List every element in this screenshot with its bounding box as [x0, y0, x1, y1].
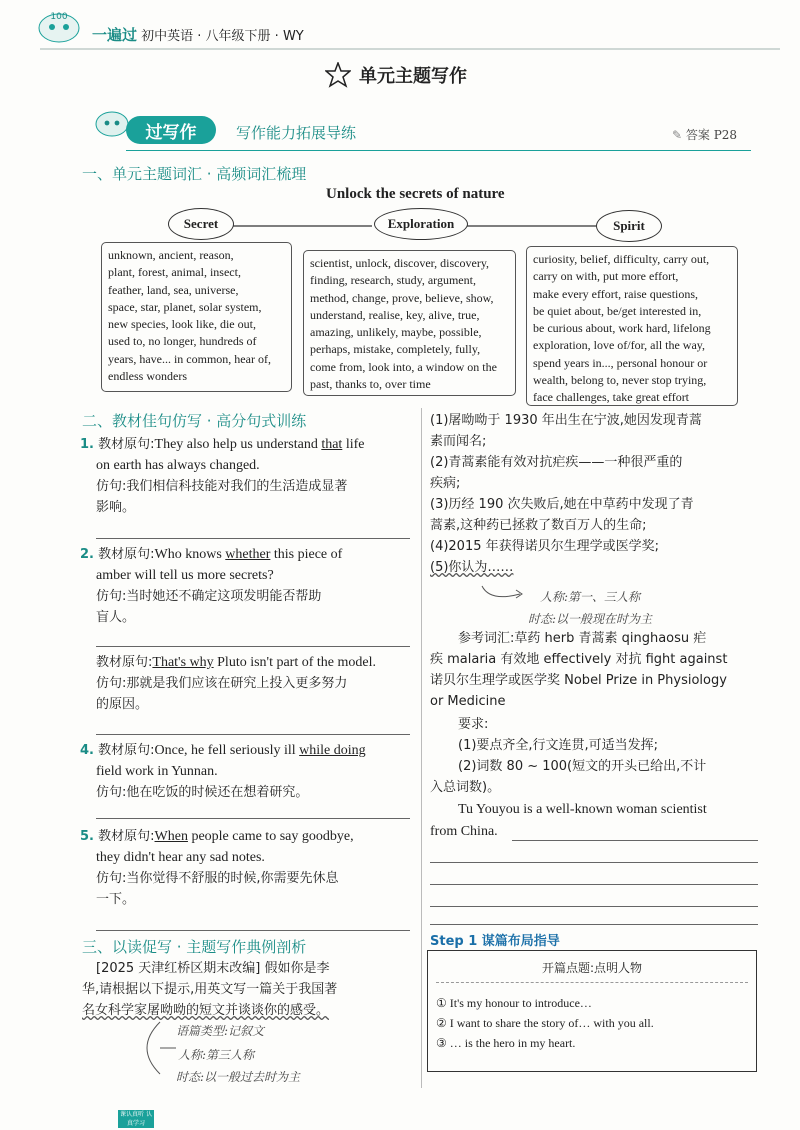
- requirement-line: (1)要点齐全,行文连贯,可适当发挥;: [458, 738, 659, 753]
- orig-prefix: 教材原句:: [98, 547, 155, 562]
- branch-exploration: Exploration: [374, 208, 468, 240]
- step-sentences: [428, 983, 756, 1053]
- orig-text: this piece of: [270, 547, 343, 562]
- step-sentence: ② I want to share the story of… with you all.: [436, 1016, 654, 1030]
- book-info: 初中英语 · 八年级下册 · WY: [141, 29, 304, 44]
- requirements: [430, 714, 760, 798]
- answer-line[interactable]: [96, 930, 410, 931]
- writing-line[interactable]: [430, 906, 758, 907]
- pen-icon: ✎: [672, 128, 683, 142]
- requirement-line: (2)词数 80 ~ 100(短文的开头已给出,不计: [458, 759, 707, 774]
- sentence-item: [96, 652, 416, 715]
- ref-line: 参考词汇:草药 herb 青蒿素 qinghaosu 疟: [458, 631, 707, 646]
- imitation-prompt: 一下。: [96, 892, 136, 907]
- essay-start-line1: Tu Youyou is a well-known woman scientist: [458, 802, 707, 817]
- writing-prompt: [82, 958, 416, 1021]
- column-divider: [421, 408, 422, 1088]
- orig-text: Who knows: [154, 547, 226, 562]
- note-genre: 语篇类型:记叙文: [176, 1024, 265, 1038]
- word-line: carry on with, put more effort,: [533, 269, 679, 284]
- point-line: (3)历经 190 次失败后,她在中草药中发现了青: [430, 497, 694, 512]
- secret-word-box: [101, 242, 292, 392]
- point-line: (1)屠呦呦于 1930 年出生在宁波,她因发现青蒿: [430, 413, 702, 428]
- imitation-prompt: 仿句:他在吃饭的时候还在想着研究。: [96, 785, 309, 800]
- point-line: 蒿素,这种药已拯救了数百万人的生命;: [430, 518, 647, 533]
- imitation-prompt: 仿句:当你觉得不舒服的时候,你需要先休息: [96, 871, 339, 886]
- item-number: 2.: [80, 547, 94, 562]
- word-line: perhaps, mistake, completely, fully,: [310, 342, 481, 357]
- word-line: be curious about, work hard, lifelong: [533, 321, 711, 336]
- prompt-line: 名女科学家屠呦呦的短文并谈谈你的感受。: [82, 1003, 330, 1018]
- orig-text: Once, he fell seriously ill: [154, 743, 300, 758]
- word-line: understand, realise, key, alive, true,: [310, 307, 480, 322]
- point-line: 素而闻名;: [430, 434, 487, 449]
- sentence-item: [80, 826, 414, 910]
- note-tense-right: 时态:以一般现在时为主: [528, 612, 653, 626]
- footer-badge: 课认真听 认真学习: [118, 1110, 154, 1128]
- step-guide-box: [427, 950, 757, 1072]
- key-phrase: When: [154, 829, 188, 844]
- imitation-prompt: 仿句:当时她还不确定这项发明能否帮助: [96, 589, 322, 604]
- word-line: finding, research, study, argument,: [310, 273, 476, 288]
- point-line: 疾病;: [430, 476, 461, 491]
- key-points: [430, 410, 760, 578]
- exploration-word-box: [303, 250, 516, 396]
- writing-line[interactable]: [430, 884, 758, 885]
- answer-ref-text: 答案 P28: [685, 128, 738, 142]
- word-line: years, have... in common, hear of,: [108, 351, 271, 366]
- imitation-prompt: 影响。: [96, 500, 136, 515]
- word-line: make every effort, raise questions,: [533, 286, 699, 301]
- requirements-title: 要求:: [458, 717, 489, 732]
- imitation-prompt: 仿句:我们相信科技能对我们的生活造成显著: [96, 479, 348, 494]
- orig-prefix: 教材原句:: [98, 743, 155, 758]
- key-phrase: that: [321, 437, 343, 452]
- step-sentence: ③ … is the hero in my heart.: [436, 1036, 576, 1050]
- imitation-prompt: 仿句:那就是我们应该在研究上投入更多努力: [96, 676, 348, 691]
- orig-text: field work in Yunnan.: [96, 764, 218, 779]
- note-person-right: 人称:第一、三人称: [540, 590, 641, 604]
- branch-spirit: Spirit: [596, 210, 662, 242]
- orig-prefix: 教材原句:: [98, 829, 155, 844]
- point-line: (4)2015 年获得诺贝尔生理学或医学奖;: [430, 539, 660, 554]
- orig-text: amber will tell us more secrets?: [96, 568, 274, 583]
- reference-words: [430, 628, 760, 712]
- part2-heading: 二、教材佳句仿写 · 高分句式训练: [82, 412, 307, 430]
- word-line: scientist, unlock, discover, discovery,: [310, 256, 490, 270]
- part3-heading: 三、以读促写 · 主题写作典例剖析: [82, 938, 307, 956]
- unit-title-text: 单元主题写作: [359, 66, 467, 87]
- sentence-item: [80, 544, 414, 628]
- orig-text: Pluto isn't part of the model.: [213, 655, 376, 670]
- key-phrase: whether: [225, 547, 271, 562]
- ref-line: 诺贝尔生理学或医学奖 Nobel Prize in Physiology: [430, 673, 727, 688]
- branch-secret: Secret: [168, 208, 234, 240]
- word-line: endless wonders: [108, 369, 187, 384]
- answer-line[interactable]: [96, 734, 410, 735]
- ref-line: 疾 malaria 有效地 effectively 对抗 fight against: [430, 652, 728, 667]
- imitation-prompt: 盲人。: [96, 610, 136, 625]
- prompt-line: 华,请根据以下提示,用英文写一篇关于我国著: [82, 982, 338, 997]
- word-line: used to, no longer, hundreds of: [108, 334, 257, 349]
- orig-prefix: 教材原句:: [96, 655, 153, 670]
- series-name: 一遍过: [92, 26, 138, 44]
- point-line: (5)你认为……: [430, 560, 514, 575]
- item-number: 1.: [80, 437, 94, 452]
- word-line: come from, look into, a window on the: [310, 359, 497, 374]
- key-phrase: while doing: [299, 743, 366, 758]
- ref-line: or Medicine: [430, 694, 506, 709]
- requirement-line: 入总词数)。: [430, 780, 501, 795]
- section-subtitle: 写作能力拓展导练: [236, 124, 357, 142]
- word-line: be quiet about, be/get interested in,: [533, 303, 702, 318]
- word-line: face challenges, take great effort: [533, 390, 690, 405]
- orig-text: they didn't hear any sad notes.: [96, 850, 265, 865]
- sentence-item: [80, 434, 414, 518]
- word-line: exploration, love of/for, all the way,: [533, 338, 706, 353]
- answer-line[interactable]: [96, 818, 410, 819]
- logo-text: 100: [50, 12, 68, 22]
- word-line: unknown, ancient, reason,: [108, 248, 234, 262]
- word-line: amazing, unlikely, maybe, possible,: [310, 325, 482, 340]
- word-line: plant, forest, animal, insect,: [108, 265, 241, 280]
- word-line: new species, look like, die out,: [108, 317, 256, 332]
- item-number: 5.: [80, 829, 94, 844]
- word-line: feather, land, sea, universe,: [108, 282, 239, 297]
- word-line: curiosity, belief, difficulty, carry out,: [533, 252, 710, 266]
- prompt-line: [2025 天津红桥区期末改编] 假如你是李: [96, 961, 330, 976]
- step-sentence: ① It's my honour to introduce…: [436, 996, 592, 1010]
- step-title: Step 1 谋篇布局指导: [430, 934, 560, 949]
- writing-line[interactable]: [512, 840, 758, 841]
- item-number: 4.: [80, 743, 94, 758]
- orig-text: on earth has always changed.: [96, 458, 260, 473]
- essay-start-line2: from China.: [430, 824, 498, 839]
- note-tense: 时态:以一般过去时为主: [176, 1070, 301, 1084]
- imitation-prompt: 的原因。: [96, 697, 149, 712]
- word-line: space, star, planet, solar system,: [108, 299, 262, 314]
- answer-line[interactable]: [96, 646, 410, 647]
- note-person: 人称:第三人称: [178, 1048, 255, 1062]
- orig-prefix: 教材原句:: [98, 437, 155, 452]
- writing-line[interactable]: [430, 924, 758, 925]
- key-phrase: That's why: [152, 655, 214, 670]
- word-line: spend years in..., personal honour or: [533, 355, 708, 370]
- step-box-title: 开篇点题:点明人物: [436, 951, 748, 983]
- orig-text: They also help us understand: [154, 437, 322, 452]
- part1-heading: 一、单元主题词汇 · 高频词汇梳理: [82, 165, 307, 183]
- sentence-item: [80, 740, 414, 803]
- word-line: wealth, belong to, never stop trying,: [533, 373, 707, 388]
- answer-line[interactable]: [96, 538, 410, 539]
- word-line: past, thanks to, over time: [310, 377, 431, 392]
- orig-text: people came to say goodbye,: [187, 829, 354, 844]
- point-line: (2)青蒿素能有效对抗疟疾——一种很严重的: [430, 455, 683, 470]
- orig-text: life: [342, 437, 365, 452]
- spirit-word-box: [526, 246, 738, 406]
- mindmap-title: Unlock the secrets of nature: [326, 186, 505, 202]
- word-line: method, change, prove, believe, show,: [310, 290, 494, 305]
- writing-line[interactable]: [430, 862, 758, 863]
- section-label: 过写作: [126, 116, 216, 144]
